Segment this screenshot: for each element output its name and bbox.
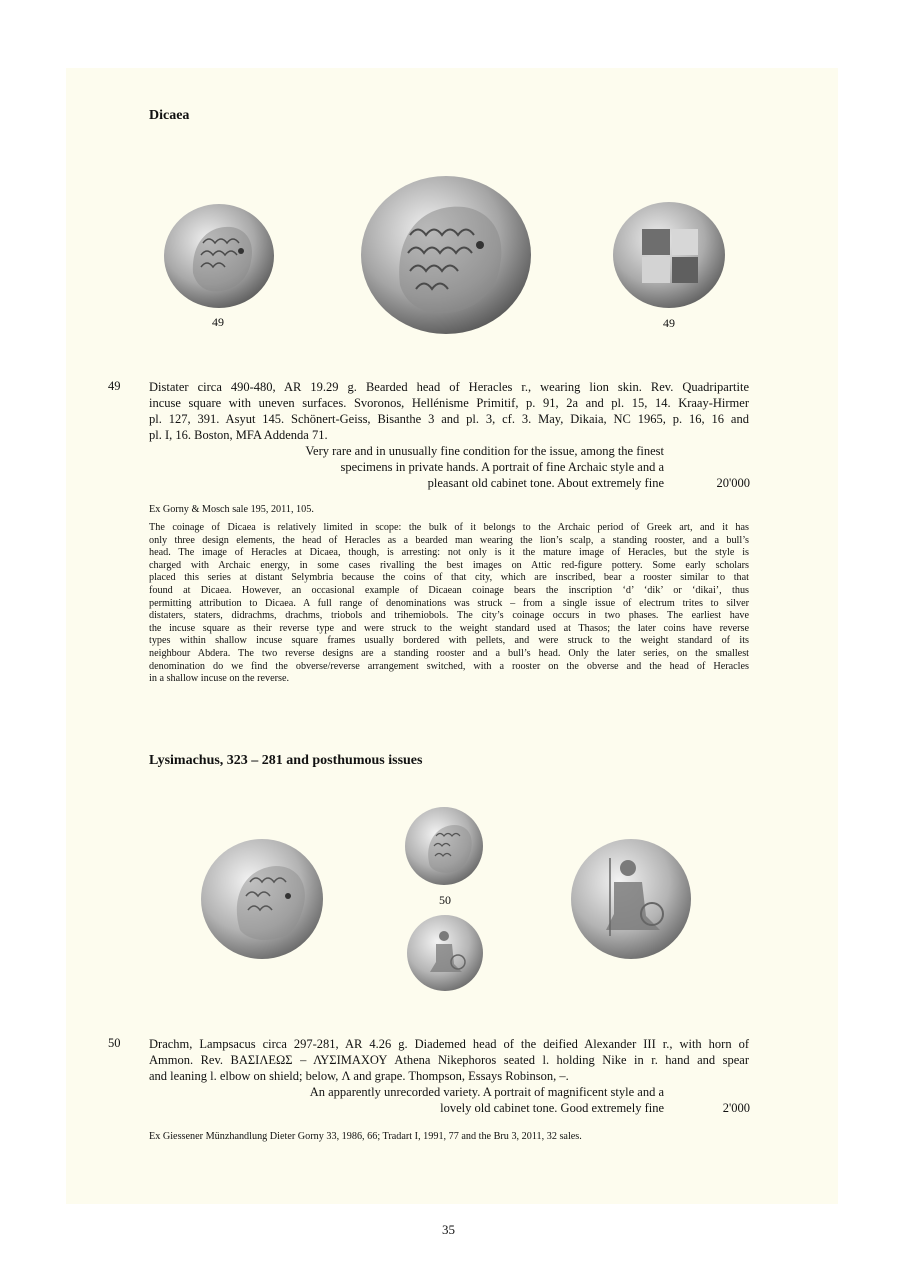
lot-50-line: and leaning l. elbow on shield; below, Λ and grape. Thompson, Essays Robinson, –. [149,1069,569,1083]
lot-50-description [149,1036,749,1084]
lot-number-49: 49 [108,379,121,393]
lot-49-line: incuse square with uneven surfaces. Svoronos, Hellénisme Primitif, p. 91, 2a and pl. 15, 14. Kraay-Hirmer [149,396,749,410]
lot-50-grade-line: An apparently unrecorded variety. A portrait of magnificent style and a [309,1085,664,1099]
note-line: permitting attribution to Dicaea. A full range of denominations was struck – from a single issue of electrum trites to silver [149,597,749,609]
coin-50-obverse-small [404,806,484,886]
lot-49-line: pl. I, 16. Boston, MFA Addenda 71. [149,428,328,442]
lot-49-grade-line: pleasant old cabinet tone. About extremely fine [427,476,664,490]
lot-number-50: 50 [108,1036,121,1050]
lot-50-grade [230,1084,664,1116]
note-line: The coinage of Dicaea is relatively limited in scope: the bulk of it belongs to the Archaic period of Greek art, and it has [149,522,749,533]
lot-50-provenance: Ex Giessener Münzhandlung Dieter Gorny 33, 1986, 66; Tradart I, 1991, 77 and the Bru 3, 2011, 32 sales. [149,1131,582,1142]
lot-50-grade-line: lovely old cabinet tone. Good extremely fine [440,1101,664,1115]
note-line: types within shallow incuse square frames usually bordered with pellets, and were struck to the weight standard of its [149,635,749,647]
caption-50: 50 [439,893,451,907]
section-title-dicaea: Dicaea [149,108,190,123]
note-line: found at Dicaea. However, an occasional example of Dicaean coinage bears the inscription ‘d’ ‘dik’ or ‘dikai’, thus [149,584,749,596]
coin-49-reverse [612,201,727,309]
coin-50-obverse-large [200,838,324,960]
note-line: distaters, staters, didrachms, drachms, triobols and trihemiobols. The city’s coinage occurs in two phases. The earliest have [149,610,749,622]
coin-50-reverse-large [570,838,692,960]
note-line: head. The image of Heracles at Dicaea, though, is arresting: not only is it the mature image of Heracles, but the style is [149,547,749,559]
note-line: charged with Archaic energy, in some cases rivalling the best images on Attic red-figure pottery. Some early scholars [149,559,749,571]
page-number: 35 [442,1222,455,1237]
coin-49-obverse-large [360,175,532,335]
lot-49-estimate: 20'000 [716,476,750,490]
note-line: denomination do we find the obverse/reverse arrangement switched, with a rooster on the obverse and the head of Heracles [149,660,749,672]
lot-49-description [149,379,749,443]
coin-50-reverse-small [406,914,484,992]
note-line: neighbour Abdera. The two reverse designs are a standing rooster and a bull’s head. Only the later series, on the smallest [149,647,749,659]
note-line: placed this series at distant Selymbria because the coins of that city, which are inscribed, bear a rooster similar to that [149,572,749,584]
lot-50-line: Ammon. Rev. ΒΑΣΙΛΕΩΣ – ΛΥΣΙΜΑΧΟΥ Athena Nikephoros seated l. holding Nike in r. hand and spear [149,1053,749,1067]
coin-49-obverse-small [163,203,275,309]
note-line: in a shallow incuse on the reverse. [149,673,290,685]
lot-49-line: Distater circa 490-480, AR 19.29 g. Bearded head of Heracles r., wearing lion skin. Rev. Quadripartite [149,380,749,394]
lot-49-grade-line: Very rare and in unusually fine condition for the issue, among the finest [305,444,664,458]
lot-49-provenance: Ex Gorny & Mosch sale 195, 2011, 105. [149,504,314,515]
caption-49-right: 49 [663,316,675,330]
lot-49-line: pl. 127, 391. Asyut 145. Schönert-Geiss, Bisanthe 3 and pl. 3, cf. 3. May, Dikaia, NC 1965, p. 16, 16 and [149,412,749,426]
note-line: only three design elements, the head of Heracles as a bearded man wearing the lion’s scalp, a standing rooster, and a bull’s [149,534,749,546]
section-title-lysimachus: Lysimachus, 323 – 281 and posthumous issues [149,753,423,768]
lot-49-grade-line: specimens in private hands. A portrait of fine Archaic style and a [340,460,664,474]
note-line: the incuse square as their reverse type and were struck to the weight standard used at Thasos; the later coins have reverse [149,622,749,634]
lot-49-note [149,522,749,686]
lot-50-line: Drachm, Lampsacus circa 297-281, AR 4.26 g. Diademed head of the deified Alexander III r., with horn of [149,1037,749,1051]
lot-50-estimate: 2'000 [722,1101,750,1115]
caption-49-left: 49 [212,315,224,329]
lot-49-grade [230,443,664,491]
